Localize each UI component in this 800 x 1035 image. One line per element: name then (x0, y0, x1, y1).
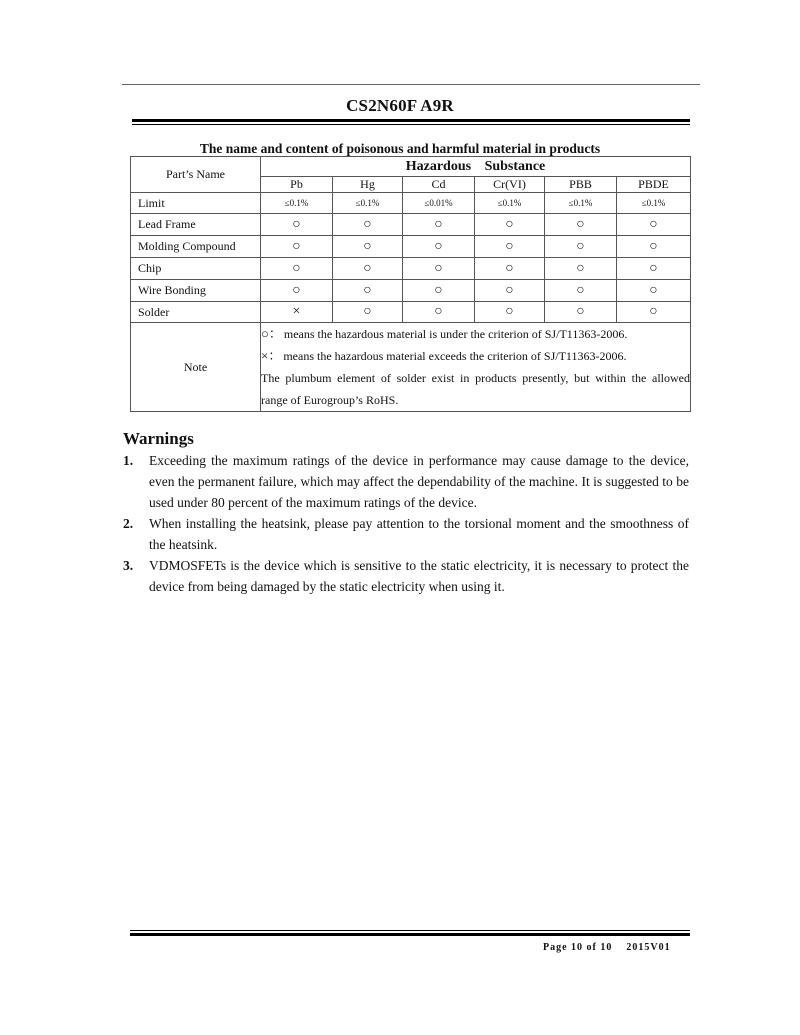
warnings-heading: Warnings (123, 429, 194, 448)
compliance-mark: ○ (545, 280, 617, 302)
compliance-mark: ○ (261, 258, 333, 280)
compliance-mark: ○ (617, 214, 691, 236)
note-plumbum-line-2: range of Eurogroup’s RoHS. (261, 393, 399, 407)
compliance-mark: ○ (403, 280, 475, 302)
list-item (123, 555, 689, 597)
limit-value: ≤0.1% (617, 193, 691, 214)
compliance-mark: ○ (475, 302, 545, 323)
note-circle-text: means the hazardous material is under the criterion of SJ/T11363-2006. (283, 327, 628, 341)
warning-number: 3. (123, 558, 134, 573)
compliance-mark: ○ (261, 214, 333, 236)
list-item (123, 513, 689, 555)
warning-number: 1. (123, 453, 134, 468)
compliance-mark: ○ (333, 280, 403, 302)
hazardous-substance-header: Hazardous Substance (261, 157, 691, 177)
compliance-mark: ○ (617, 258, 691, 280)
circle-icon: ○： (261, 326, 282, 341)
substance-header: PBDE (617, 177, 691, 193)
compliance-mark: ○ (545, 236, 617, 258)
limit-value: ≤0.1% (475, 193, 545, 214)
part-name: Chip (131, 258, 261, 280)
warning-text: VDMOSFETs is the device which is sensitive to the static electricity, it is necessary to protect the device from being damaged by the static electricity when using it. (149, 558, 689, 594)
compliance-mark: ○ (475, 258, 545, 280)
compliance-mark: ○ (333, 258, 403, 280)
note-plumbum-line-1: The plumbum element of solder exist in products presently, but within the allowed (261, 371, 690, 385)
document-version: 2015V01 (626, 942, 671, 953)
compliance-mark: ○ (545, 302, 617, 323)
header-top-rule (122, 84, 700, 85)
part-name: Lead Frame (131, 214, 261, 236)
parts-name-header: Part’s Name (131, 157, 261, 193)
substance-header: Pb (261, 177, 333, 193)
compliance-mark: × (261, 302, 333, 323)
note-label: Note (131, 323, 261, 412)
footer-page-info (543, 942, 671, 953)
limit-value: ≤0.1% (333, 193, 403, 214)
limit-label: Limit (131, 193, 261, 214)
table-row (131, 214, 691, 236)
substance-header: PBB (545, 177, 617, 193)
document-title: CS2N60F A9R (346, 96, 454, 115)
warnings-list (123, 450, 689, 597)
compliance-mark: ○ (333, 236, 403, 258)
substance-header: Cd (403, 177, 475, 193)
compliance-mark: ○ (261, 280, 333, 302)
compliance-mark: ○ (475, 236, 545, 258)
compliance-mark: ○ (617, 302, 691, 323)
limit-value: ≤0.1% (261, 193, 333, 214)
cross-icon: ×： (261, 348, 282, 363)
warning-text: Exceeding the maximum ratings of the device in performance may cause damage to the device, even the permanent failure, which may affect the dependability of the machine. It is suggested to be used under 80 percent of the maximum ratings of the device. (149, 453, 689, 510)
compliance-mark: ○ (545, 214, 617, 236)
limit-value: ≤0.01% (403, 193, 475, 214)
list-item (123, 450, 689, 513)
warning-number: 2. (123, 516, 134, 531)
part-name: Molding Compound (131, 236, 261, 258)
header-double-rule-thin (132, 124, 690, 125)
footer-rule-thin (130, 930, 690, 931)
note-content (261, 323, 691, 412)
hazardous-substance-table (130, 156, 691, 412)
table-row (131, 280, 691, 302)
note-cross-line (261, 345, 690, 367)
compliance-mark: ○ (333, 214, 403, 236)
header-double-rule-thick (132, 119, 690, 122)
compliance-mark: ○ (403, 302, 475, 323)
substance-header: Hg (333, 177, 403, 193)
compliance-mark: ○ (617, 280, 691, 302)
compliance-mark: ○ (617, 236, 691, 258)
note-cross-text: means the hazardous material exceeds the criterion of SJ/T11363-2006. (283, 349, 627, 363)
compliance-mark: ○ (403, 258, 475, 280)
compliance-mark: ○ (403, 214, 475, 236)
warning-text: When installing the heatsink, please pay attention to the torsional moment and the smoothness of the heatsink. (149, 516, 689, 552)
compliance-mark: ○ (475, 214, 545, 236)
part-name: Wire Bonding (131, 280, 261, 302)
table-row (131, 302, 691, 323)
limit-value: ≤0.1% (545, 193, 617, 214)
footer-rule-thick (130, 933, 690, 936)
compliance-mark: ○ (475, 280, 545, 302)
substance-header: Cr(VI) (475, 177, 545, 193)
table-row (131, 258, 691, 280)
page-number: Page 10 of 10 (543, 942, 613, 953)
compliance-mark: ○ (403, 236, 475, 258)
table-caption: The name and content of poisonous and harmful material in products (199, 141, 601, 156)
compliance-mark: ○ (333, 302, 403, 323)
compliance-mark: ○ (261, 236, 333, 258)
compliance-mark: ○ (545, 258, 617, 280)
part-name: Solder (131, 302, 261, 323)
table-row (131, 236, 691, 258)
note-circle-line (261, 323, 690, 345)
